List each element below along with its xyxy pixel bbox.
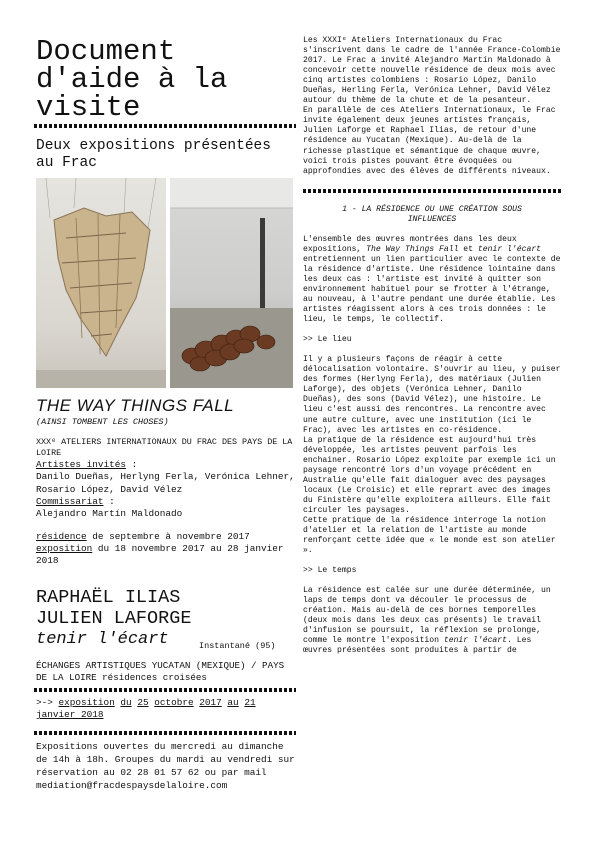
artist-ilias: RAPHAËL ILIAS: [36, 587, 181, 608]
lieu-paragraph-3: Cette pratique de la résidence interroge la notion d'atelier et la relation de l'artiste au monde renforçant cette idée que « le monde est son atelier ».: [303, 515, 556, 556]
ri-day1: 25: [137, 697, 149, 708]
ri-exposition-dates: [36, 697, 298, 721]
section1-paragraph: [303, 235, 561, 325]
arrow-prefix: >->: [36, 697, 59, 708]
p3-e: entretiennent un lien particulier avec le contexte de la résidence d'artiste. Une résidence lointaine dans les deux cas : l'artiste est invité à quitter son environnement habituel pour se frotter à l'étrange, au nouveau, à l'autre pendant une durée établie. Les artistes réagissent alors à ces trois données : le lieu, le temps, le collectif.: [303, 254, 561, 325]
commissaire-name: Alejandro Martín Maldonado: [36, 508, 183, 519]
commissariat-label: Commissariat: [36, 495, 104, 507]
floor-sculpture-image: [170, 178, 293, 388]
artistes-label: Artistes invités: [36, 459, 127, 471]
exposition-dates: du 18 novembre 2017 au 28 janvier 2018: [36, 543, 284, 567]
ri-au: au: [227, 697, 239, 708]
echanges-line: ÉCHANGES ARTISTIQUES YUCATAN (MEXIQUE) / PAYS DE LA LOIRE résidences croisées: [36, 660, 285, 683]
artist-laforge: JULIEN LAFORGE: [36, 608, 192, 629]
right-column-text: [303, 36, 561, 657]
ri-expo-word: exposition: [58, 697, 115, 708]
lieu-paragraph-2: La pratique de la résidence est aujourd'hui très développée, les artistes peuvent parfois les enchainer. Rosario López exploite par exemple ici un paysage rencontré lors d'un voyage précédent en Australie qu'elle fait dialoguer avec des paysages locaux (Le Croisic) et elle reprart avec des images du Finistère qu'elle exploitera ailleurs. Elle fait circuler les paysages.: [303, 435, 556, 515]
p3-a: L'ensemble des œuvres montrées dans les deux expositions,: [303, 234, 517, 254]
section-heading-1: 1 - LA RÉSIDENCE OU UNE CRÉATION SOUS INFLUENCES: [342, 204, 522, 224]
exhibition-artists-ri: [36, 587, 298, 629]
temps-paragraph: [303, 586, 561, 656]
dotted-divider: [34, 731, 296, 735]
lieu-paragraph-1: Il y a plusieurs façons de réagir à cette délocalisation volontaire. S'ouvrir au lieu, y puiser des formes (Herlyng Ferla), des matériaux (Julien Laforge), des objets (Verónica Lehner, Danilo Dueñas), des sons (David Vélez), une histoire. Le lieu c'est aussi des rencontres. La rencontre avec une autre culture, avec une institution (ici le Frac), avec les artistes en co-résidence.: [303, 355, 561, 435]
p3-c: et: [458, 244, 478, 254]
p7-c: . Les œuvres présentées sont produites à partir de: [303, 636, 532, 656]
exhibition-title-twtf: THE WAY THINGS FALL: [36, 396, 235, 415]
dotted-divider: [34, 688, 296, 692]
ri-du: du: [120, 697, 132, 708]
document-subtitle: Deux expositions présentées au Frac: [36, 138, 271, 171]
exhibition-title-tenir-lecart: tenir l'écart: [36, 630, 169, 649]
dotted-divider: [34, 124, 296, 128]
residence-label: résidence: [36, 531, 87, 542]
ri-month1: octobre: [154, 697, 194, 708]
artistes-names: Danilo Dueñas, Herlyng Ferla, Verónica Lehner, Rosario López, David Vélez: [36, 471, 295, 495]
p7-a: La résidence est calée sur une durée déterminée, un laps de temps dont va découler le processus de création. Mais au-delà de ces bornes temporelles (deux mois dans les deux cas présents) le travail d'infusion se poursuit, la réflexion se prolonge, comme le montre l'exposition: [303, 586, 551, 646]
subheading-temps: >> Le temps: [303, 566, 357, 576]
residence-dates: de septembre à novembre 2017: [92, 531, 250, 542]
ri-year1: 2017: [199, 697, 222, 708]
document-title: Document d'aide à la visite: [36, 35, 228, 124]
ateliers-line: XXXᵉ ATELIERS INTERNATIONAUX DU FRAC DES PAYS DE LA LOIRE: [36, 437, 293, 458]
p3-d: tenir l'écart: [477, 244, 542, 254]
subheading-lieu: >> Le lieu: [303, 335, 352, 345]
exposition-label: exposition: [36, 543, 93, 555]
instantane-label: Instantané (95): [199, 641, 276, 651]
exhibition-subtitle-twtf: (AINSI TOMBENT LES CHOSES): [36, 417, 169, 427]
p3-b: The Way Things Fall: [366, 244, 459, 254]
artwork-photo-floor-sculpture: [170, 178, 293, 388]
hanging-sculpture-image: [36, 178, 166, 388]
artwork-photo-hanging-sculpture: [36, 178, 166, 388]
twtf-credits: XXXᵉ ATELIERS INTERNATIONAUX DU FRAC DES PAYS DE LA LOIRE Artistes invités : Danilo Dueñas, Herlyng Ferla, Verónica Lehner, Rosario López, David Vélez Commissariat : Alejandro Martín Maldonado: [36, 437, 295, 519]
p7-b: tenir l'écart: [443, 636, 508, 646]
intro-paragraph: Les XXXIᵉ Ateliers Internationaux du Frac s'inscrivent dans le cadre de l'année France-Colombie 2017. Le Frac a invité Alejandro Martín Maldonado à concevoir cette nouvelle résidence de deux mois avec cinq artistes colombiens : Rosario López, Danilo Dueñas, Herling Ferla, Verónica Lehner, David Vélez autour du thème de la chute et de la pesanteur.: [303, 36, 561, 106]
ri-date2: 21 janvier 2018: [36, 697, 256, 721]
parallel-paragraph: En parallèle de ces Ateliers Internationaux, le Frac invite également deux jeunes artistes français, Julien Laforge et Raphael Ilias, de retour d'une résidence au Yucatan (Mexique). Au-delà de la richesse plastique et sémantique de chaque œuvre, voici trois pistes pouvant être évoquées ou approfondies avec des élèves de différents niveaux.: [303, 106, 556, 176]
visitor-info: Expositions ouvertes du mercredi au dimanche de 14h à 18h. Groupes du mardi au vendredi sur réservation au 02 28 01 57 62 ou par mail mediation@fracdespaysdelaloire.com: [36, 741, 295, 791]
twtf-dates: [36, 531, 296, 568]
